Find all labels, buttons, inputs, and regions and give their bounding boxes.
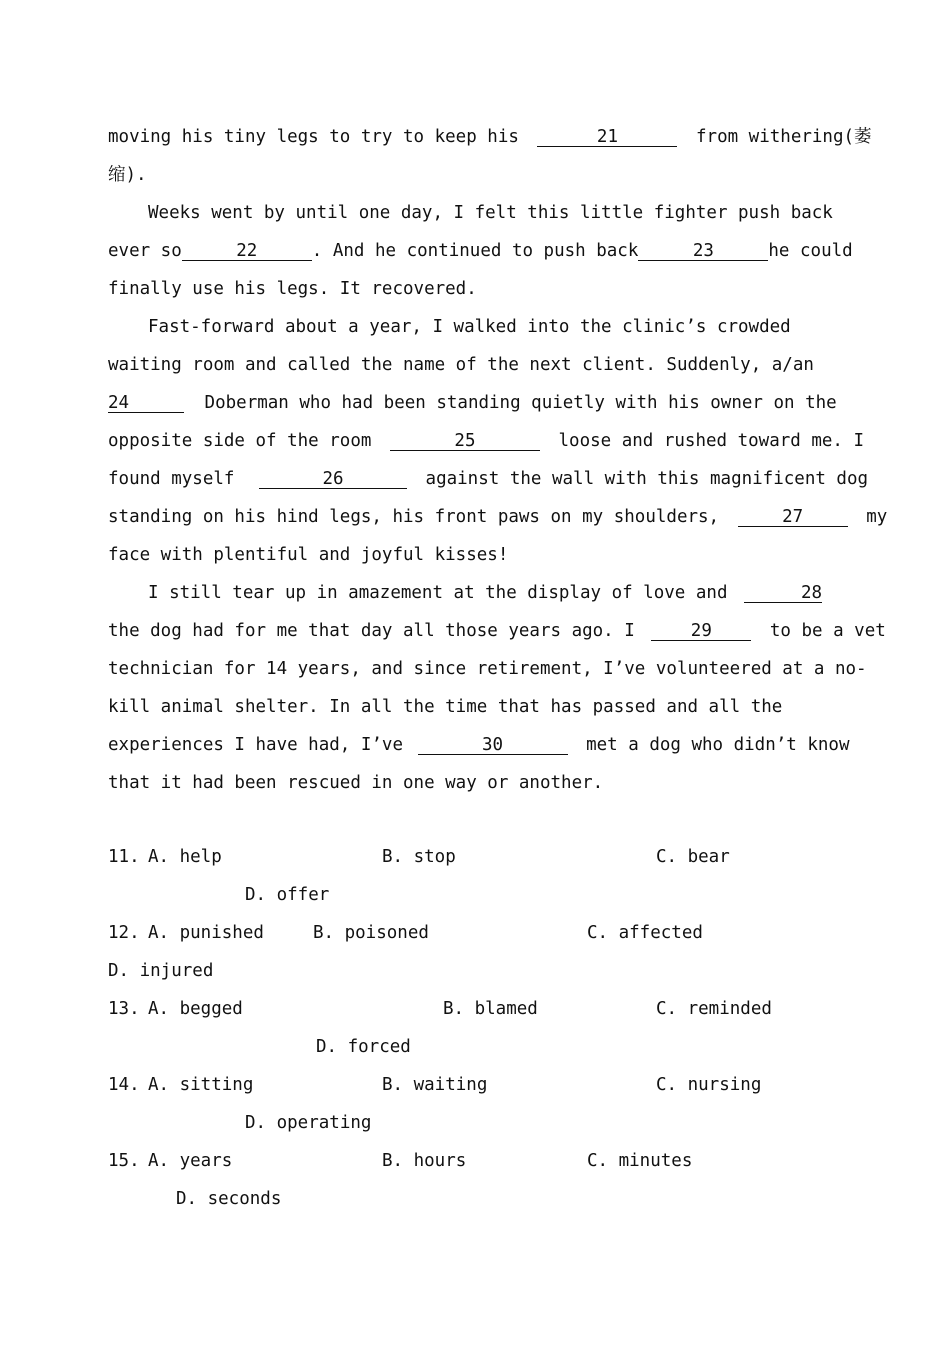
passage-line: waiting room and called the name of the next client. Suddenly, a/an [108, 355, 814, 375]
passage-line: face with plentiful and joyful kisses! [108, 545, 509, 565]
blank-23[interactable]: 23 [638, 239, 768, 261]
option-b[interactable]: B. poisoned [313, 923, 429, 943]
option-a[interactable]: A. help [148, 847, 222, 867]
passage-line: Weeks went by until one day, I felt this little fighter push back [148, 203, 833, 223]
option-a[interactable]: A. sitting [148, 1075, 254, 1095]
question-number: 15. [108, 1151, 140, 1171]
option-c[interactable]: C. affected [587, 923, 703, 943]
option-d[interactable]: D. injured [108, 961, 214, 981]
question-number: 14. [108, 1075, 140, 1095]
option-c[interactable]: C. bear [656, 847, 730, 867]
passage-line: ever so 22 . And he continued to push back 23 he could [108, 241, 853, 261]
passage-line: Fast-forward about a year, I walked into the clinic’s crowded [148, 317, 791, 337]
passage-line: finally use his legs. It recovered. [108, 279, 477, 299]
passage-line: 缩). [108, 165, 147, 185]
passage-line: technician for 14 years, and since retirement, I’ve volunteered at a no- [108, 659, 867, 679]
option-a[interactable]: A. begged [148, 999, 243, 1019]
option-b[interactable]: B. hours [382, 1151, 467, 1171]
option-c[interactable]: C. minutes [587, 1151, 693, 1171]
question-number: 11. [108, 847, 140, 867]
blank-21[interactable]: 21 [537, 125, 677, 147]
passage-line: kill animal shelter. In all the time that has passed and all the [108, 697, 783, 717]
option-d[interactable]: D. seconds [176, 1189, 282, 1209]
option-b[interactable]: B. waiting [382, 1075, 488, 1095]
blank-22[interactable]: 22 [182, 239, 312, 261]
blank-26[interactable]: 26 [259, 467, 407, 489]
passage-line: standing on his hind legs, his front paws on my shoulders, 27 my [108, 507, 888, 527]
passage-line: moving his tiny legs to try to keep his 21 from withering(萎 [108, 127, 872, 147]
passage-line: the dog had for me that day all those years ago. I 29 to be a vet [108, 621, 886, 641]
option-d[interactable]: D. offer [245, 885, 330, 905]
option-b[interactable]: B. stop [382, 847, 456, 867]
blank-28[interactable]: 28 [744, 581, 822, 603]
passage-line: experiences I have had, I’ve 30 met a dog who didn’t know [108, 735, 850, 755]
option-a[interactable]: A. years [148, 1151, 233, 1171]
blank-29[interactable]: 29 [651, 619, 751, 641]
passage-line: found myself 26 against the wall with this magnificent dog [108, 469, 869, 489]
option-d[interactable]: D. forced [316, 1037, 411, 1057]
option-a[interactable]: A. punished [148, 923, 264, 943]
blank-25[interactable]: 25 [390, 429, 540, 451]
option-b[interactable]: B. blamed [443, 999, 538, 1019]
passage-line: 24 Doberman who had been standing quietly with his owner on the [108, 393, 837, 413]
blank-27[interactable]: 27 [738, 505, 848, 527]
blank-24[interactable]: 24 [108, 391, 184, 413]
blank-30[interactable]: 30 [418, 733, 568, 755]
passage-line: I still tear up in amazement at the display of love and 28 [148, 583, 823, 603]
question-number: 13. [108, 999, 140, 1019]
option-c[interactable]: C. reminded [656, 999, 772, 1019]
option-d[interactable]: D. operating [245, 1113, 372, 1133]
option-c[interactable]: C. nursing [656, 1075, 762, 1095]
passage-line: that it had been rescued in one way or another. [108, 773, 604, 793]
passage-line: opposite side of the room 25 loose and rushed toward me. I [108, 431, 865, 451]
question-number: 12. [108, 923, 140, 943]
